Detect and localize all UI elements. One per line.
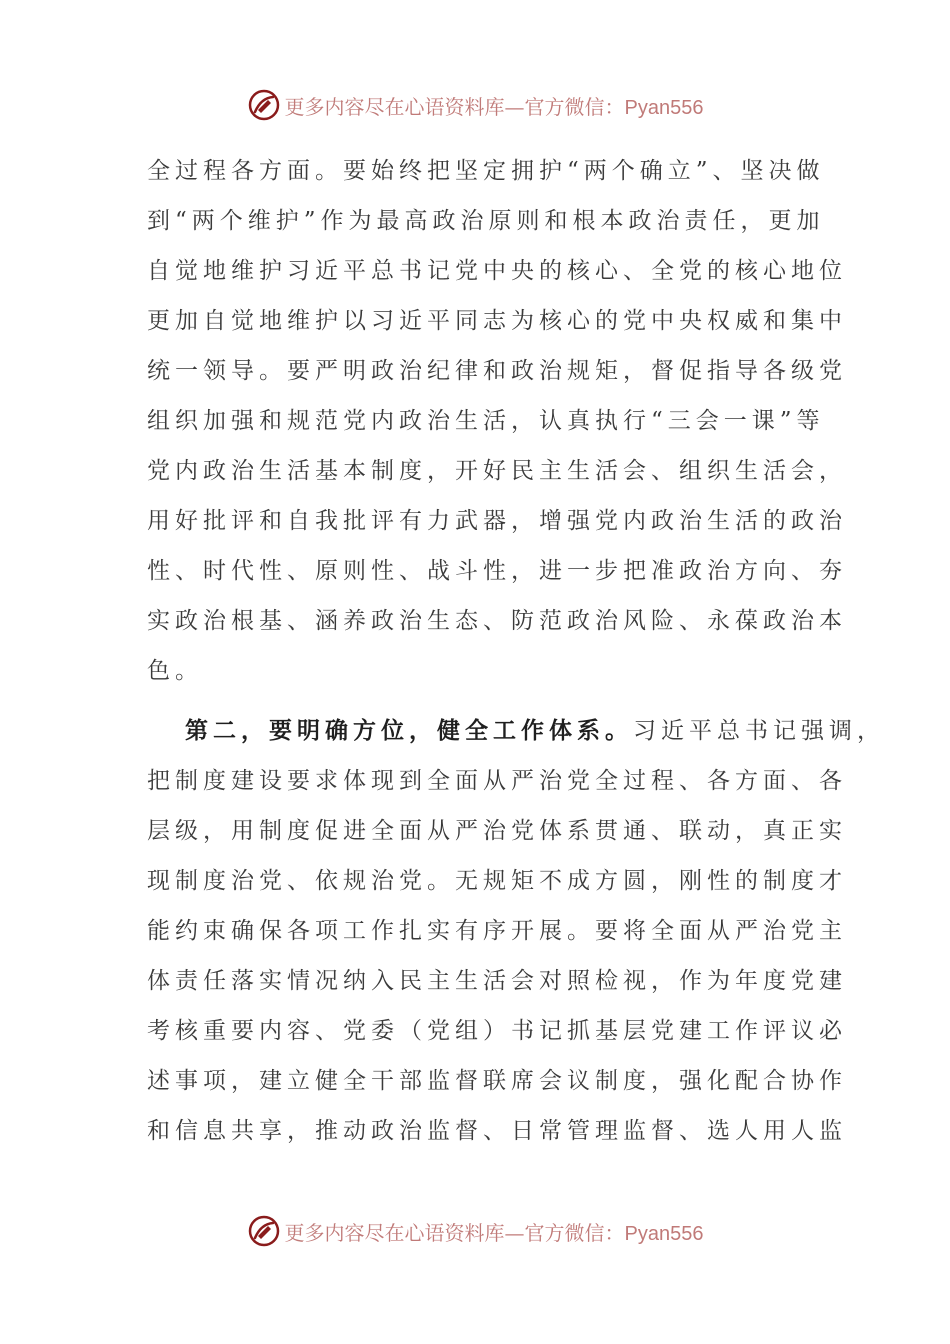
text-line: 性、时代性、原则性、战斗性，进一步把准政治方向、夯 [147,558,847,584]
text-line: 更加自觉地维护以习近平同志为核心的党中央权威和集中 [147,308,847,334]
text-line: 自觉地维护习近平总书记党中央的核心、全党的核心地位 [147,258,847,284]
header-handle: Pyan556 [624,96,704,119]
text-line: 和信息共享，推动政治监督、日常管理监督、选人用人监 [147,1118,847,1144]
text-line: 党内政治生活基本制度，开好民主生活会、组织生活会， [147,458,847,484]
text-line: 到“两个维护”作为最高政治原则和根本政治责任，更加 [147,208,825,234]
text-line: 现制度治党、依规治党。无规矩不成方圆，刚性的制度才 [147,868,847,894]
section-2-first-line [147,706,885,756]
text-line: 把制度建设要求体现到全面从严治党全过程、各方面、各 [147,768,847,794]
text-line: 统一领导。要严明政治纪律和政治规矩，督促指导各级党 [147,358,847,384]
text-line: 组织加强和规范党内政治生活，认真执行“三会一课”等 [147,408,825,434]
pen-logo-icon [247,88,281,122]
text-line: 述事项，建立健全干部监督联席会议制度，强化配合协作 [147,1068,847,1094]
section-2-heading: 第二，要明确方位，健全工作体系。 [185,717,633,744]
footer-watermark [0,1211,950,1251]
header-text: 更多内容尽在心语资料库—官方微信：Pyan556 [284,94,704,119]
text-line: 全过程各方面。要始终把坚定拥护“两个确立”、坚决做 [147,158,825,184]
section-2-intro: 习近平总书记强调， [633,718,885,744]
document-body [147,146,885,1156]
text-line: 能约束确保各项工作扎实有序开展。要将全面从严治党主 [147,918,847,944]
text-line: 用好批评和自我批评有力武器，增强党内政治生活的政治 [147,508,847,534]
text-line: 色。 [147,658,203,684]
text-line: 层级，用制度促进全面从严治党体系贯通、联动，真正实 [147,818,847,844]
text-line: 实政治根基、涵养政治生态、防范政治风险、永葆政治本 [147,608,847,634]
text-line: 体责任落实情况纳入民主生活会对照检视，作为年度党建 [147,968,847,994]
pen-logo-icon [247,1214,281,1248]
header-watermark [0,85,950,125]
text-line: 考核重要内容、党委（党组）书记抓基层党建工作评议必 [147,1018,847,1044]
footer-text: 更多内容尽在心语资料库—官方微信：Pyan556 [284,1220,704,1245]
footer-handle: Pyan556 [624,1222,704,1245]
